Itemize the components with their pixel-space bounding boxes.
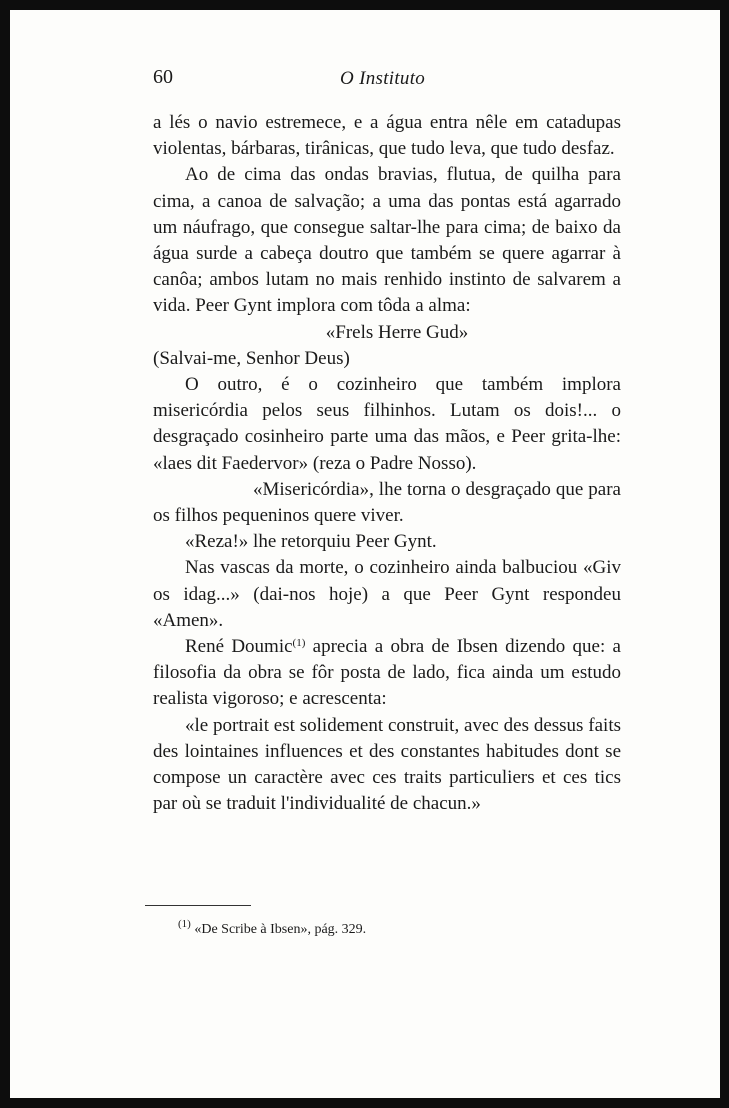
doumic-name: René Doumic [185, 636, 293, 658]
paragraph-continuation: a lés o navio estremece, e a água entra nêle em catadupas violentas, bárbaras, tirânicas, que tudo leva, que tudo desfaz. [153, 112, 621, 160]
paragraph-mercy: «Misericórdia», lhe torna o desgraçado que para os filhos pequeninos quere viver. [153, 478, 621, 527]
norwegian-quote: «Frels Herre Gud» [325, 321, 469, 343]
paragraph-pray: «Reza!» lhe retorquiu Peer Gynt. [185, 531, 437, 553]
body-text [153, 110, 621, 817]
page-number: 60 [153, 66, 173, 88]
footnote-text: «De Scribe à Ibsen», pág. 329. [190, 922, 367, 937]
footnote-reference[interactable]: (1) [292, 637, 306, 650]
running-title: O Instituto [340, 68, 426, 89]
paragraph-death: Nas vascas da morte, o cozinheiro ainda balbuciou «Giv os idag...» (dai-nos hoje) a que Peer Gynt respondeu «Amen». [153, 557, 621, 631]
french-quote: «le portrait est solidement construit, avec des dessus faits des lointaines influences et des constantes habitudes dont se compose un caractère avec ces traits particuliers et ces tics par où se traduit l'individualité de chacun.» [153, 714, 621, 815]
page-header [10, 66, 720, 96]
book-page [10, 10, 720, 1098]
doumic-text: aprecia a obra de Ibsen dizendo que: a filosofia da obra se fôr posta de lado, fica ainda um estudo realista vigoroso; e acrescenta: [153, 636, 621, 710]
footnote-mark: (1) [178, 918, 191, 930]
footnote-divider [145, 905, 251, 906]
footnote [178, 918, 367, 938]
translation-note: (Salvai-me, Senhor Deus) [153, 347, 350, 369]
paragraph-canoe: Ao de cima das ondas bravias, flutua, de quilha para cima, a canoa de salvação; a uma das pontas está agarrado um náufrago, que consegue saltar-lhe para cima; de baixo da água surde a cabeça doutro que também se quere agarrar à canôa; ambos lutam no mais renhido instinto de salvarem a vida. Peer Gynt implora com tôda a alma: [153, 164, 621, 317]
paragraph-cook: O outro, é o cozinheiro que também implora misericórdia pelos seus filhinhos. Lutam os dois!... o desgraçado cosinheiro parte uma das mãos, e Peer grita-lhe: «laes dit Faedervor» (reza o Padre Nosso). [153, 374, 621, 474]
paragraph-doumic [153, 634, 621, 713]
